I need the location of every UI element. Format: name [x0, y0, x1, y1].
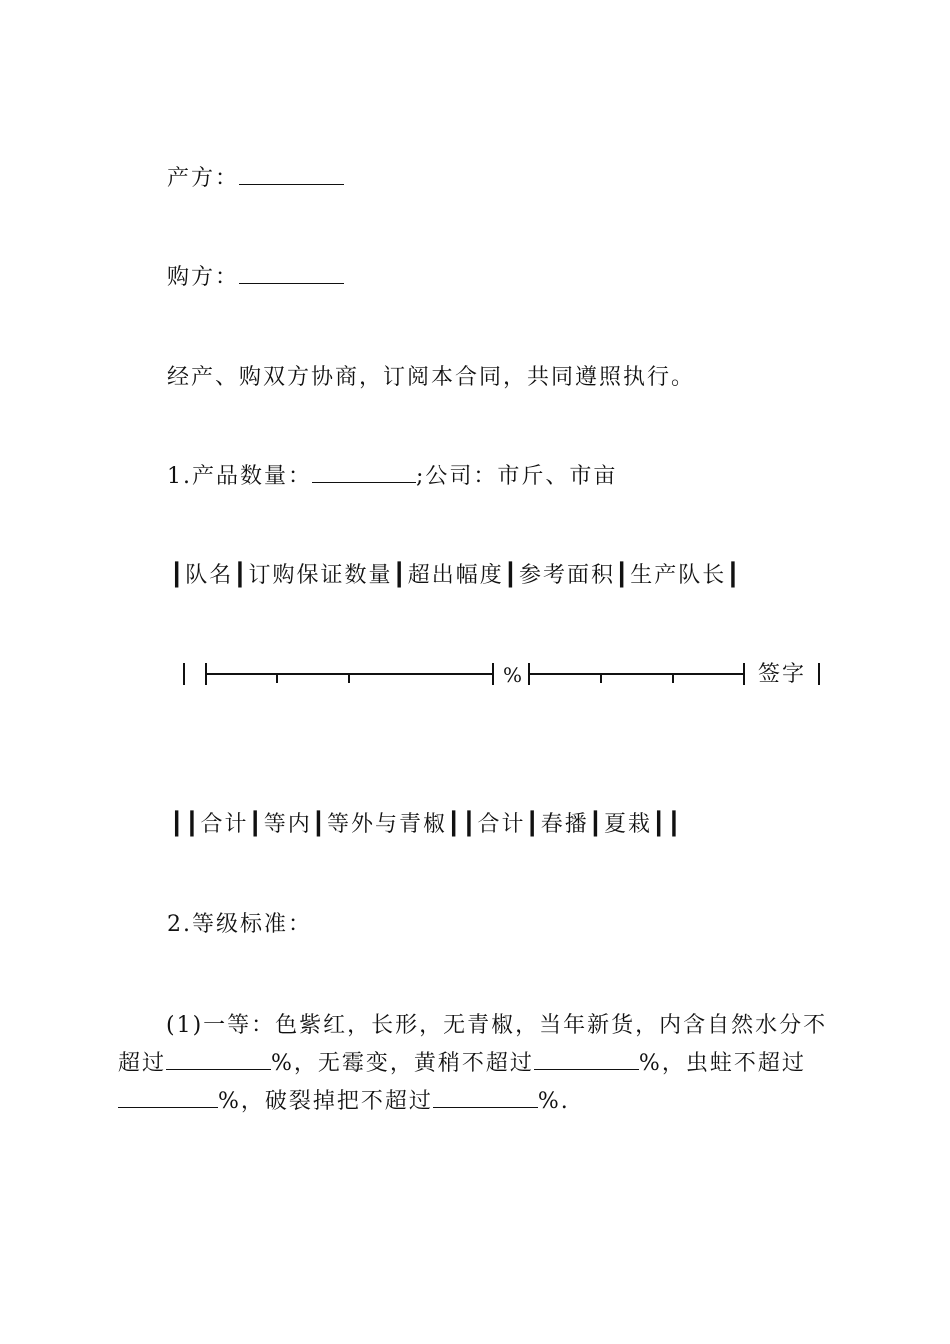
table-tick: [600, 673, 602, 683]
grade1-text-4: %，破裂掉把不超过: [218, 1089, 433, 1114]
table-left-border: [183, 663, 185, 685]
seller-line: [167, 164, 344, 193]
intro-text: 经产、购双方协商，订阅本合同，共同遵照执行。: [167, 365, 696, 390]
table-sub-row: ┃┃合计┃等内┃等外与青椒┃┃合计┃春播┃夏栽┃┃: [170, 812, 683, 837]
table-rule-right: [528, 673, 744, 675]
table-rule-sep: [492, 663, 494, 685]
buyer-blank[interactable]: [239, 263, 344, 284]
grade1-text-2: %，无霉变，黄稍不超过: [271, 1051, 534, 1076]
insect-blank-b[interactable]: [148, 1087, 218, 1108]
quantity-blank[interactable]: [312, 462, 416, 483]
moisture-blank[interactable]: [166, 1049, 271, 1070]
buyer-label: 购方：: [167, 265, 240, 290]
seller-label: 产方：: [167, 166, 240, 191]
table-rule-end: [743, 663, 745, 685]
item1-line: [167, 462, 617, 491]
grade1-paragraph: [118, 1007, 833, 1121]
grade1-text-5: %.: [537, 1089, 570, 1114]
grade1-text-1: (1)一等：色紫红，长形，无青椒，当年新货，内含自然水分不超过: [118, 1013, 828, 1076]
item1-prefix: 1.产品数量：: [167, 464, 312, 489]
item2-title: 2.等级标准：: [167, 912, 312, 937]
buyer-line: [167, 263, 344, 292]
broken-blank[interactable]: [433, 1087, 538, 1108]
table-percent: %: [503, 663, 525, 687]
table-tick: [672, 673, 674, 683]
grade1-text-3: %，虫蛀不超过: [638, 1051, 806, 1076]
table-sign: 签字: [758, 662, 807, 687]
table-header-row: ┃队名┃订购保证数量┃超出幅度┃参考面积┃生产队长┃: [170, 563, 742, 588]
table-tick: [348, 673, 350, 683]
seller-blank[interactable]: [239, 164, 344, 185]
yellow-tip-blank[interactable]: [534, 1049, 639, 1070]
table-tick: [276, 673, 278, 683]
item1-suffix: ;公司：市斤、市亩: [416, 464, 618, 489]
insect-blank-a[interactable]: [118, 1087, 148, 1108]
table-right-border: [818, 663, 820, 685]
